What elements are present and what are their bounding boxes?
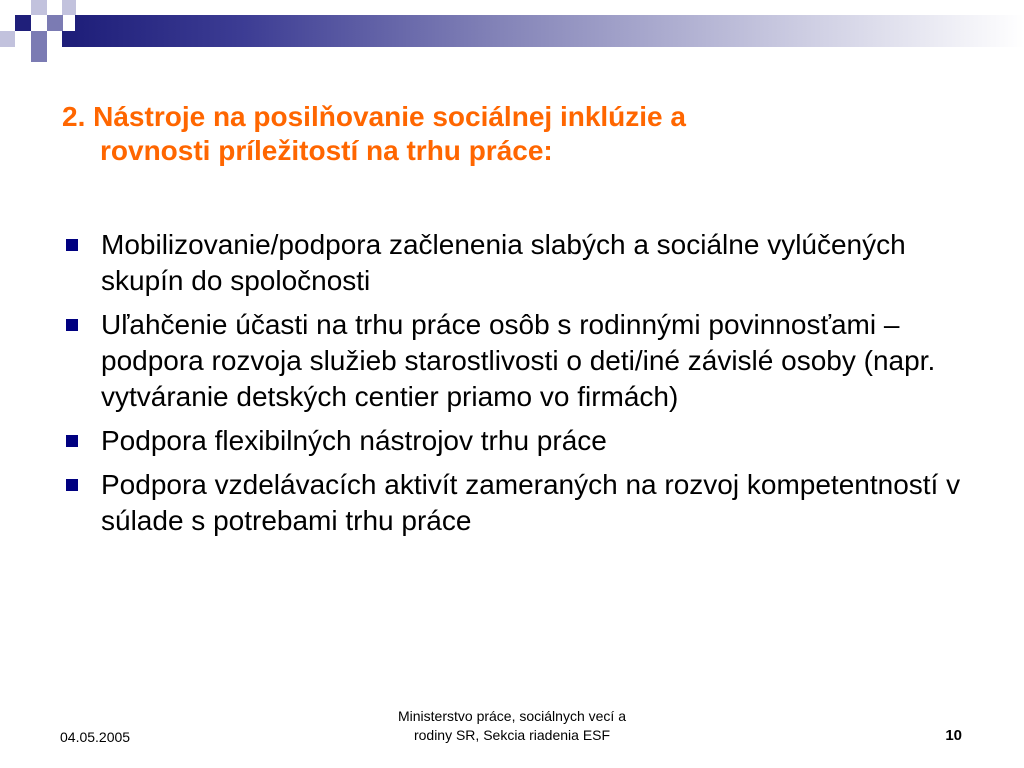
list-item-text: Mobilizovanie/podpora začlenenia slabých a sociálne vylúčených skupín do spoločnosti [101, 229, 906, 296]
decor-square [47, 15, 63, 31]
list-item-text: Uľahčenie účasti na trhu práce osôb s rodinnými povinnosťami – podpora rozvoja služieb starostlivosti o deti/iné závislé osoby (napr. vytváranie detských centier priamo vo firmách) [101, 309, 936, 412]
footer-organization [340, 707, 684, 745]
footer-date: 04.05.2005 [60, 729, 131, 745]
decor-square [15, 15, 31, 31]
footer-organization-line2: rodiny SR, Sekcia riadenia ESF [413, 727, 611, 743]
decor-square [31, 31, 47, 47]
decor-square [62, 0, 76, 15]
square-bullet-icon [66, 435, 78, 447]
slide-title-line1: 2. Nástroje na posilňovanie sociálnej inklúzie a [62, 101, 686, 132]
decor-square [62, 31, 76, 47]
footer-organization-line1: Ministerstvo práce, sociálnych vecí a [398, 708, 626, 724]
list-item [66, 227, 966, 299]
list-item-text: Podpora vzdelávacích aktivít zameraných na rozvoj kompetentností v súlade s potrebami trhu práce [101, 469, 961, 536]
decor-square [31, 0, 47, 15]
slide-title [62, 100, 962, 168]
square-bullet-icon [66, 319, 78, 331]
square-bullet-icon [66, 479, 78, 491]
list-item-text: Podpora flexibilných nástrojov trhu práce [101, 425, 607, 456]
list-item [66, 467, 966, 539]
list-item [66, 307, 966, 415]
header-gradient-bar [75, 15, 1024, 47]
decor-square [31, 47, 47, 62]
decor-square [0, 31, 15, 47]
square-bullet-icon [66, 239, 78, 251]
slide-number: 10 [945, 727, 962, 744]
list-item [66, 423, 966, 459]
slide-title-line2: rovnosti príležitostí na trhu práce: [100, 135, 553, 166]
bullet-list [66, 227, 966, 547]
